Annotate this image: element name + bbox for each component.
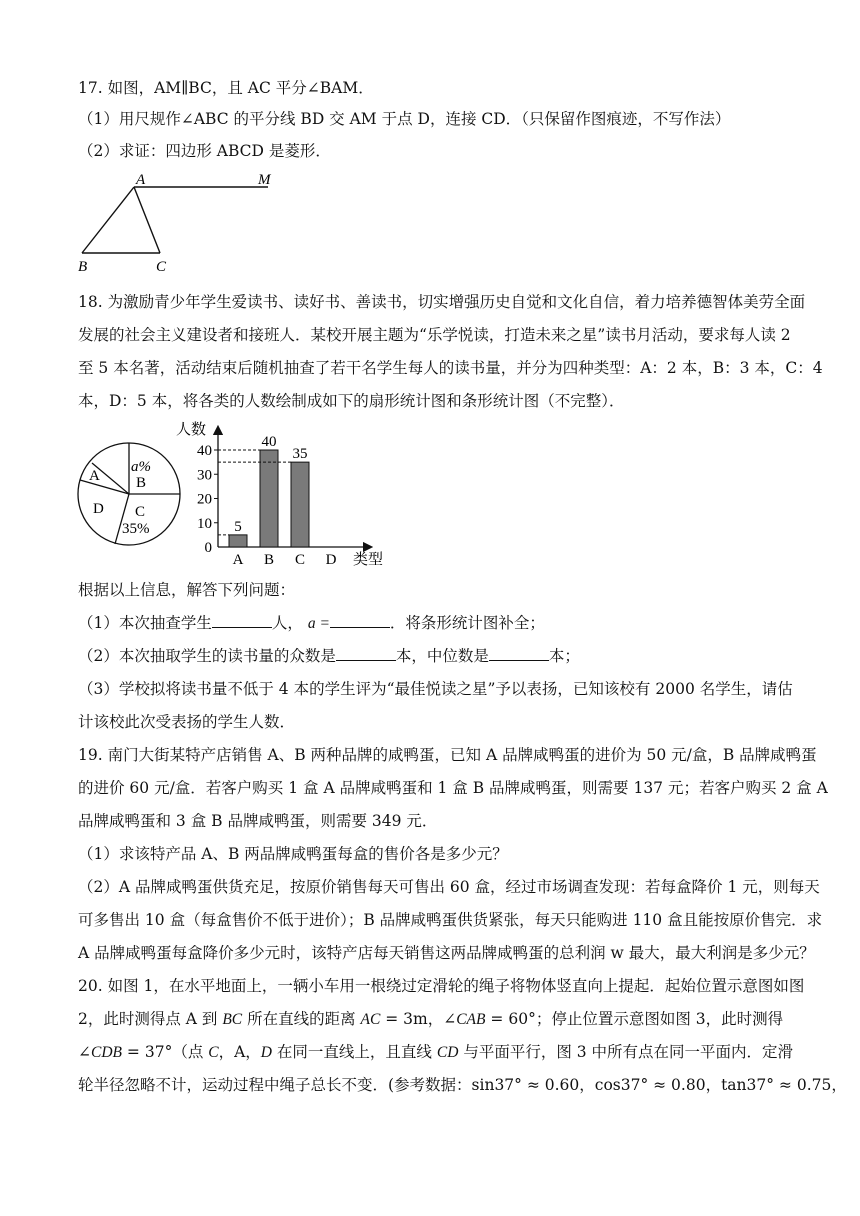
pie-chart (75, 440, 190, 555)
q20-l2g: = 60°；停止位置示意图如图 3，此时测得 (485, 1010, 784, 1028)
q19-part2-line1: （2）A 品牌咸鸭蛋供货充足，按原价销售每天可售出 60 盒，经过市场调查发现：若每盒降价 1 元，则每天 (78, 878, 820, 896)
x-axis-label: 类型 (353, 552, 384, 568)
q20-l2d: AC (360, 1011, 381, 1028)
q20-l2a: 2，此时测得点 A 到 (78, 1010, 223, 1028)
y-tick-label-20: 20 (197, 491, 212, 508)
x-tick-label-D: D (325, 552, 337, 568)
data-label-A: 5 (234, 518, 242, 535)
x-tick-label-B: B (263, 552, 275, 568)
q18-part1-b: 人， (271, 614, 303, 632)
q18-after: 根据以上信息，解答下列问题： (78, 581, 296, 599)
q20-line2 (78, 1009, 783, 1030)
q18-line2: 发展的社会主义建设者和接班人．某校开展主题为“乐学悦读，打造未来之星”读书月活动，要求每人读 2 (78, 326, 791, 344)
q20-l3e: D (260, 1044, 272, 1061)
data-label-C: 35 (292, 446, 308, 463)
q19-part1: （1）求该特产品 A、B 两品牌咸鸭蛋每盒的售价各是多少元？ (78, 845, 508, 863)
label-B: B (78, 259, 88, 275)
q20-line4: 轮半径忽略不计，运动过程中绳子总长不变．(参考数据：sin37° ≈ 0.60，cos37° ≈ 0.80，tan37° ≈ 0.75， (78, 1076, 847, 1094)
label-C: C (156, 259, 167, 275)
label-M: M (258, 172, 271, 188)
q20-l3f: 在同一直线上，且直线 (272, 1043, 437, 1061)
q18-part2 (78, 646, 580, 666)
answer-blank-a[interactable] (330, 613, 390, 628)
pie-label-a-pct: a% (131, 459, 151, 475)
q20-l3g: CD (436, 1044, 459, 1061)
y-tick-label-10: 10 (197, 515, 212, 532)
bar-A (229, 535, 247, 547)
y-tick-label-0: 0 (204, 540, 212, 556)
q20-line1: 20. 如图 1，在水平地面上，一辆小车用一根绕过定滑轮的绳子将物体竖直向上提起．起始位置示意图如图 (78, 977, 805, 995)
q18-part3-line1: （3）学校拟将读书量不低于 4 本的学生评为“最佳悦读之星”予以表扬，已知该校有 2000 名学生，请估 (78, 680, 793, 698)
q18-part2-c: 本； (548, 647, 580, 665)
q18-part1-a-eq: a = (307, 615, 330, 632)
q19-part2-line3: A 品牌咸鸭蛋每盒降价多少元时，该特产店每天销售这两品牌咸鸭蛋的总利润 w 最大，最大利润是多少元？ (78, 944, 815, 962)
q18-part2-b: 本，中位数是 (395, 647, 489, 665)
y-axis-label: 人数 (176, 422, 207, 438)
answer-blank-count[interactable] (212, 613, 272, 628)
bar-chart (176, 420, 393, 570)
q18-part3-line2: 计该校此次受表扬的学生人数． (78, 713, 296, 731)
pie-label-A: A (89, 468, 100, 484)
answer-blank-mode[interactable] (336, 646, 396, 661)
q20-l3b: = 37°（点 (122, 1043, 209, 1061)
y-tick-label-30: 30 (197, 467, 212, 484)
q20-l2c: 所在直线的距离 (242, 1010, 361, 1028)
q20-l3h: 与平面平行，图 3 中所有点在同一平面内．定滑 (458, 1043, 794, 1061)
answer-blank-median[interactable] (489, 646, 549, 661)
pie-label-D: D (93, 501, 104, 517)
y-tick-label-40: 40 (197, 443, 212, 459)
q18-line3: 至 5 本名著，活动结束后随机抽查了若干名学生每人的读书量，并分为四种类型：A：2 本，B：3 本，C：4 (78, 359, 823, 377)
q18-part2-a: （2）本次抽取学生的读书量的众数是 (78, 647, 336, 665)
q18-part1-a: （1）本次抽查学生 (78, 614, 212, 632)
q20-l3c: C (208, 1044, 219, 1061)
q18-part1 (78, 613, 545, 634)
x-tick-label-C: C (294, 552, 306, 568)
q17-triangle-figure (70, 168, 290, 278)
q18-part1-d: ．将条形统计图补全； (389, 614, 545, 632)
label-A: A (136, 172, 146, 188)
q19-line1: 19. 南门大街某特产店销售 A、B 两种品牌的咸鸭蛋，已知 A 品牌咸鸭蛋的进价为 50 元/盒，B 品牌咸鸭蛋 (78, 746, 817, 764)
q20-l3a: ∠CDB (78, 1044, 122, 1061)
pie-label-C-pct: 35% (122, 521, 150, 537)
q19-part2-line2: 可多售出 10 盒（每盒售价不低于进价）；B 品牌咸鸭蛋供货紧张，每天只能购进 110 盒且能按原价售完．求 (78, 911, 823, 929)
pie-label-C: C (135, 504, 146, 520)
q18-line4: 本，D：5 本，将各类的人数绘制成如下的扇形统计图和条形统计图（不完整）． (78, 392, 625, 410)
q19-line3: 品牌咸鸭蛋和 3 盒 B 品牌咸鸭蛋，则需要 349 元． (78, 812, 438, 830)
bar-C (291, 462, 309, 547)
bar-B (260, 450, 278, 547)
q20-l2e: = 3m， (380, 1010, 444, 1028)
data-label-B: 40 (261, 434, 277, 450)
q19-line2: 的进价 60 元/盒．若客户购买 1 盒 A 品牌咸鸭蛋和 1 盒 B 品牌咸鸭蛋，则需要 137 元；若客户购买 2 盒 A (78, 779, 828, 797)
q18-line1: 18. 为激励青少年学生爱读书、读好书、善读书，切实增强历史自觉和文化自信，着力培养德智体美劳全面 (78, 293, 806, 311)
x-tick-label-A: A (232, 552, 244, 568)
q17-part2: （2）求证：四边形 ABCD 是菱形． (78, 142, 331, 160)
q20-line3 (78, 1042, 793, 1063)
pie-label-B: B (136, 475, 147, 491)
q20-l2f: ∠CAB (443, 1011, 486, 1028)
q17-stem: 17. 如图，AM∥BC，且 AC 平分∠BAM． (78, 79, 374, 97)
q20-l3d: ，A， (218, 1043, 261, 1061)
q17-part1: （1）用尺规作∠ABC 的平分线 BD 交 AM 于点 D，连接 CD．（只保留作图痕迹，不写作法） (78, 110, 731, 128)
q20-l2b: BC (222, 1011, 243, 1028)
